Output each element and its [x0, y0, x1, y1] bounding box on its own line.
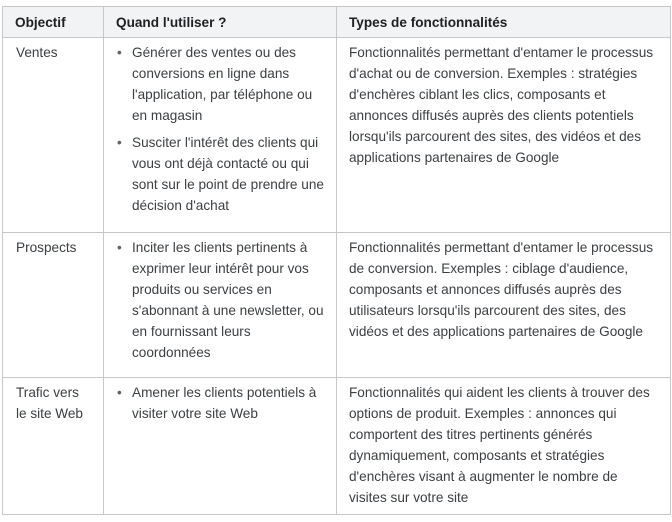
when-list [116, 237, 324, 363]
header-features: Types de fonctionnalités [337, 7, 671, 38]
table-row [3, 38, 671, 233]
list-item: • Susciter l'intérêt des clients qui vous ont déjà contacté ou qui sont sur le point de prendre une décision d'achat [132, 132, 324, 216]
list-item: • Générer des ventes ou des conversions en ligne dans l'application, par téléphone ou en magasin [132, 42, 324, 126]
table-row [3, 233, 671, 378]
header-objective: Objectif [3, 7, 104, 38]
features-cell: Fonctionnalités permettant d'entamer le processus de conversion. Exemples : ciblage d'audience, composants et annonces diffusés auprès des utilisateurs lorsqu'ils parcourent des sites, des vidéos et des applications partenaires de Google [337, 233, 671, 378]
features-cell: Fonctionnalités qui aident les clients à trouver des options de produit. Exemples : annonces qui comportent des titres pertinents générés dynamiquement, composants et stratégies d'enchères visant à augmenter le nombre de visites sur votre site [337, 378, 671, 515]
when-cell [104, 38, 337, 233]
objective-cell: Trafic vers le site Web [3, 378, 104, 515]
table-header-row [3, 7, 671, 38]
list-item: • Amener les clients potentiels à visiter votre site Web [132, 382, 324, 424]
when-list [116, 382, 324, 424]
objectives-table [2, 6, 671, 515]
objective-cell: Ventes [3, 38, 104, 233]
table-row [3, 378, 671, 515]
when-cell [104, 378, 337, 515]
header-when: Quand l'utiliser ? [104, 7, 337, 38]
features-cell: Fonctionnalités permettant d'entamer le processus d'achat ou de conversion. Exemples : stratégies d'enchères ciblant les clics, composants et annonces diffusés auprès des clients potentiels lorsqu'ils parcourent des sites, des vidéos et des applications partenaires de Google [337, 38, 671, 233]
when-cell [104, 233, 337, 378]
when-list [116, 42, 324, 216]
list-item: • Inciter les clients pertinents à exprimer leur intérêt pour vos produits ou services en s'abonnant à une newsletter, ou en fournissant leurs coordonnées [132, 237, 324, 363]
objective-cell: Prospects [3, 233, 104, 378]
